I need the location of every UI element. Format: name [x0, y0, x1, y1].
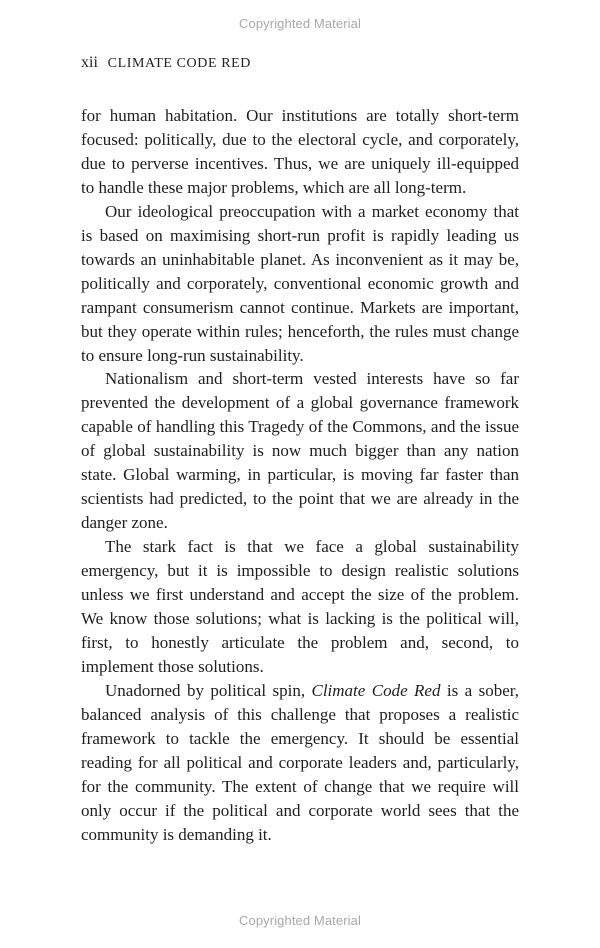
- running-head: [81, 54, 251, 72]
- paragraph: The stark fact is that we face a global sustainability emergency, but it is impossible to design realistic solutions unless we first understand and accept the size of the problem. We know those solutions; what is lacking is the political will, first, to honestly articulate the problem and, second, to implement those solutions.: [81, 537, 519, 676]
- paragraph: Our ideological preoccupation with a market economy that is based on maximising short-run profit is rapidly leading us towards an uninhabitable planet. As inconvenient as it may be, politically and corporately, conventional economic growth and rampant consumerism cannot continue. Markets are important, but they operate within rules; henceforth, the rules must change to ensure long-run sustainability.: [81, 201, 519, 365]
- paragraph: Nationalism and short-term vested interests have so far prevented the development of a global governance framework capable of handling this Tragedy of the Commons, and the issue of global sustainability is now much bigger than any nation state. Global warming, in particular, is moving far faster than scientists had predicted, to the point that we are already in the danger zone.: [81, 369, 519, 533]
- book-title-italic: Climate Code Red: [311, 680, 441, 700]
- page-number: xii: [81, 54, 98, 71]
- copyright-watermark-bottom: Copyrighted Material: [239, 913, 361, 928]
- paragraph-continued: for human habitation. Our institutions are totally short-term focused: politically, due to the electoral cycle, and corporately, due to perverse incentives. Thus, we are uniquely ill-equipped to handle these major problems, which are all long-term.: [81, 106, 519, 197]
- copyright-watermark-top: Copyrighted Material: [239, 16, 361, 31]
- paragraph-final-rest: is a sober, balanced analysis of this challenge that proposes a realistic framework to tackle the emergency. It should be essential reading for all political and corporate leaders and, particularly, for the community. The extent of change that we require will only occur if the political and corporate world sees that the community is demanding it.: [81, 680, 519, 844]
- paragraph-final-lead: Unadorned by political spin,: [105, 680, 312, 700]
- paragraph-final: [81, 679, 519, 847]
- running-head-title: CLIMATE CODE RED: [107, 56, 252, 71]
- body-text: [81, 104, 519, 847]
